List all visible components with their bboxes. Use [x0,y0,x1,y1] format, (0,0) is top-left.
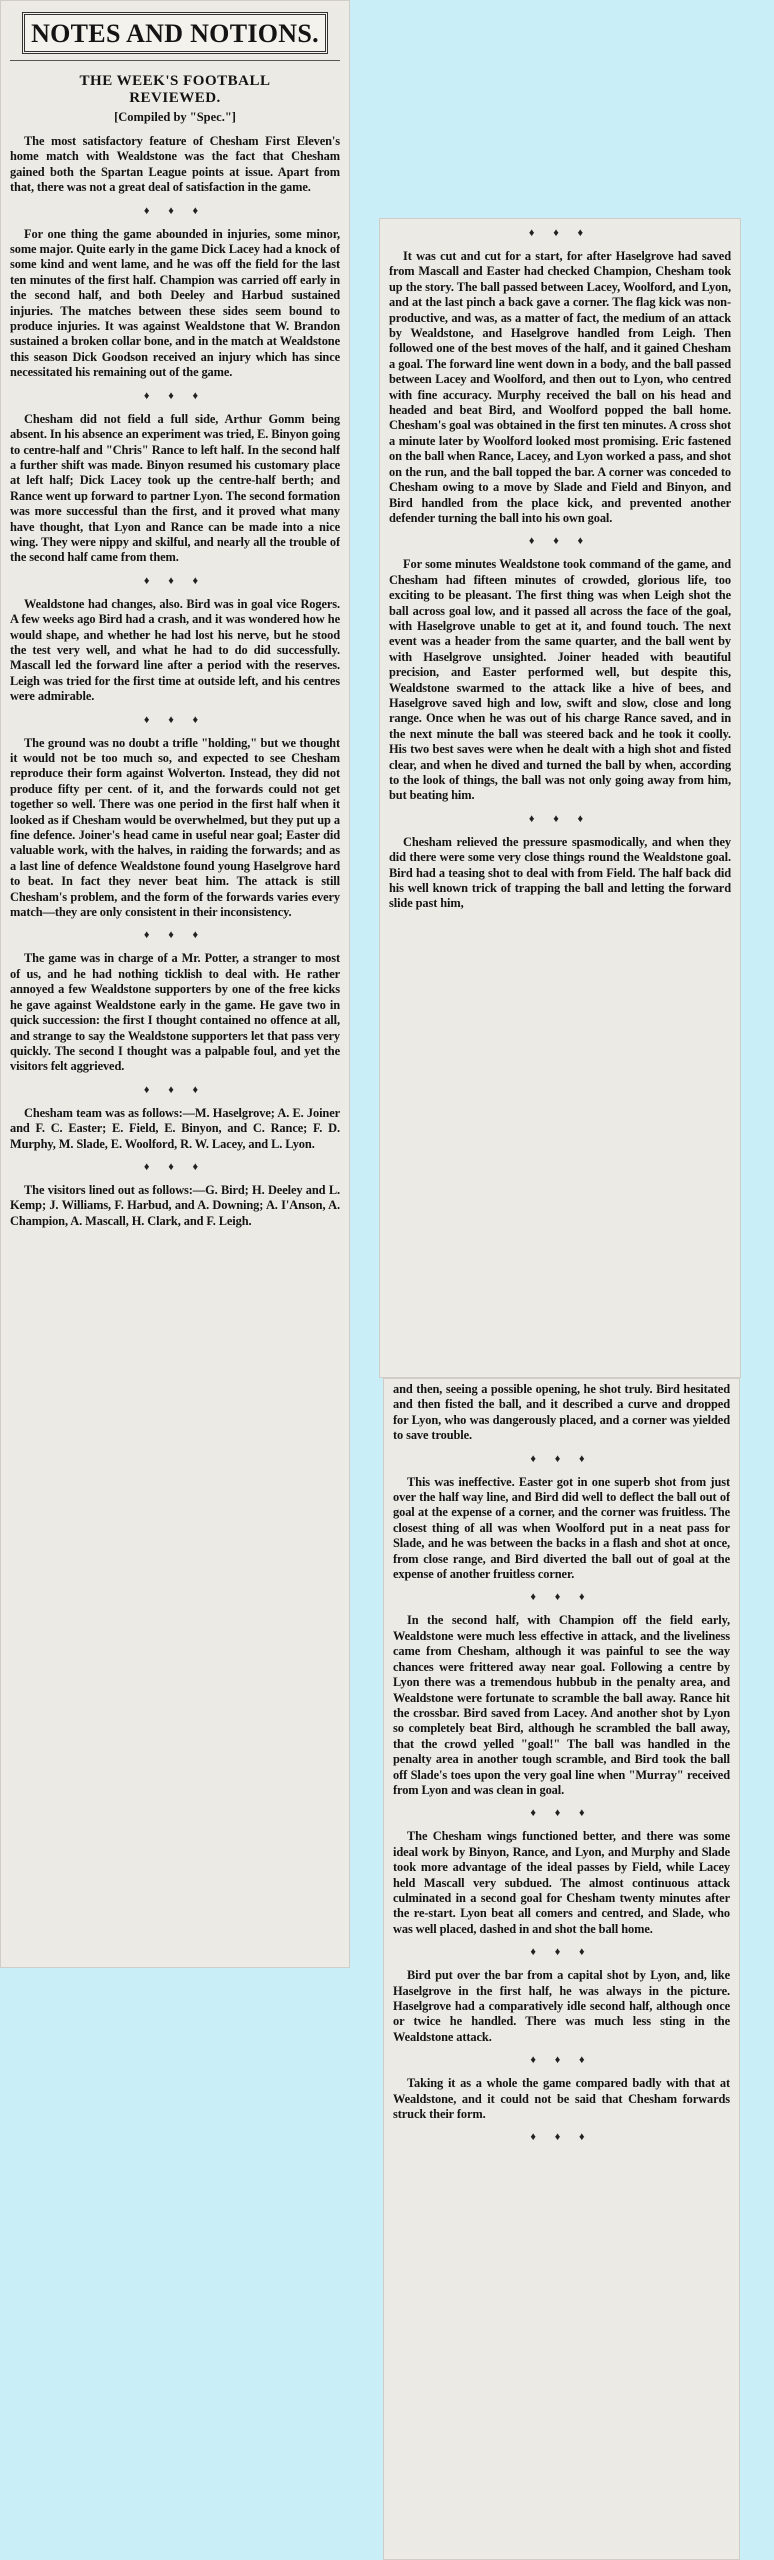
column-1 [0,0,350,1968]
paragraph: It was cut and cut for a start, for after Haselgrove had saved from Mascall and Easter had checked Champion, Chesham took up the story. The ball passed between Lacey, Woolford, and Lyon, and at the last pinch a back gave a corner. The flag kick was non-productive, and was, as a matter of fact, the medium of an attack by Wealdstone, and Haselgrove handled from Leigh. Then followed one of the best moves of the half, and it gained Chesham a goal. The forward line went down in a body, and the ball passed between Lacey and Woolford, and then out to Lyon, who centred with fine accuracy. Murphy received the ball on his head and headed and beat Bird, and Woolford popped the ball home. Chesham's goal was obtained in the first ten minutes. A cross shot a minute later by Woolford looked most promising. Eric fastened on the ball when Rance, Lacey, and Lyon worked a pass, and shot on the run, and the ball topped the bar. A corner was conceded to Chesham owing to a move by Slade and Field and Binyon, and Bird handled from the place kick, and prevented another defender turning the ball into his own goal. [389,249,731,525]
column-3 [383,1378,740,2560]
paragraph-separator: ♦ ♦ ♦ [143,574,207,587]
paragraph-separator: ♦ ♦ ♦ [528,535,592,548]
paragraph-separator: ♦ ♦ ♦ [143,204,207,217]
team-list-visitors: The visitors lined out as follows:—G. Bird; H. Deeley and L. Kemp; J. Williams, F. Harbud, and A. Downing; A. I'Anson, A. Champion, A. Mascall, H. Clark, and F. Leigh. [10,1182,340,1228]
paragraph-separator: ♦ ♦ ♦ [530,1452,593,1465]
paragraph: Chesham relieved the pressure spasmodically, and when they did there were some very close things round the Wealdstone goal. Bird had a teasing shot to deal with from Field. The half back did his well known trick of trapping the ball and letting the forward slide past him, [389,834,731,911]
paragraph-separator: ♦ ♦ ♦ [143,1083,207,1096]
paragraph-separator: ♦ ♦ ♦ [528,812,592,825]
masthead-rule [10,60,340,61]
paragraph-separator: ♦ ♦ ♦ [143,713,207,726]
paragraph-continued: and then, seeing a possible opening, he shot truly. Bird hesitated and then fisted the ball, and it described a curve and dropped for Lyon, who was dangerously placed, and a corner was yielded to save trouble. [393,1382,730,1443]
article-title [10,73,340,107]
paragraph-separator: ♦ ♦ ♦ [143,389,207,402]
paragraph: Bird put over the bar from a capital shot by Lyon, and, like Haselgrove in the first half, he was always in the picture. Haselgrove had a comparatively idle second half, although once or twice he handled. There was much less sting in the Wealdstone attack. [393,1968,730,2044]
paragraph-separator: ♦ ♦ ♦ [530,2054,593,2067]
article-title-line-2: REVIEWED. [129,90,221,106]
paragraph-separator: ♦ ♦ ♦ [530,2131,593,2144]
paragraph: For some minutes Wealdstone took command of the game, and Chesham had fifteen minutes of crowded, glorious life, too exciting to be pleasant. The first thing was when Leigh shot the ball across goal low, and it passed all across the face of the goal, with Haselgrove unable to get at it, and found touch. The next event was a header from the same quarter, and the ball went by with Haselgrove unsighted. Joiner headed with beautiful precision, and Easter performed well, but despite this, Wealdstone swarmed to the attack like a hive of bees, and Haselgrove saved high and low, swift and slow, close and long range. Once when he was out of his charge Rance saved, and in the next minute the ball was steered back and he took it coolly. His two best saves were when he dealt with a high shot and fisted clear, and when he dived and turned the ball by when, according to the look of things, the ball was not only going away from him, but beating him. [389,557,731,803]
paragraph: Chesham did not field a full side, Arthur Gomm being absent. In his absence an experiment was tried, E. Binyon going to centre-half and "Chris" Rance to left half. In the second half a further shift was made. Binyon resumed his customary place at left half; Dick Lacey took up the centre-half berth; and Rance went up forward to partner Lyon. The second formation was more successful than the first, and it proved what many have thought, that Lyon and Rance can be made into a nice wing. They were nippy and skilful, and nearly all the trouble of the second half came from them. [10,411,340,565]
paragraph-separator: ♦ ♦ ♦ [530,1591,593,1604]
team-list-chesham: Chesham team was as follows:—M. Haselgrove; A. E. Joiner and F. C. Easter; E. Field, E. Binyon, and C. Rance; F. D. Murphy, M. Slade, E. Woolford, R. W. Lacey, and L. Lyon. [10,1105,340,1151]
paragraph: This was ineffective. Easter got in one superb shot from just over the half way line, and Bird did well to deflect the ball out of goal at the expense of a corner, and the corner was fruitless. The closest thing of all was when Woolford put in a neat pass for Slade, and he was between the backs in a flash and shot at once, from close range, and Bird diverted the ball out of goal at the expense of another fruitless corner. [393,1474,730,1582]
paragraph-separator: ♦ ♦ ♦ [528,227,592,239]
paragraph: The ground was no doubt a trifle "holding," but we thought it would not be too much so, and expected to see Chesham reproduce their form against Wolverton. Instead, they did not produce fifty per cent. of it, and the forwards could not get together so well. There was one period in the first half when it looked as if Chesham would be overwhelmed, but they put up a fine defence. Joiner's head came in useful near goal; Easter did valuable work, with the halves, in raiding the forwards; and as a last line of defence Wealdstone found young Haselgrove hard to beat. In fact they never beat him. The attack is still Chesham's problem, and the form of the forwards varies every match—they are only consistent in their inconsistency. [10,735,340,920]
column-2 [379,218,741,1378]
paragraph-separator: ♦ ♦ ♦ [143,1160,207,1173]
paragraph: In the second half, with Champion off the field early, Wealdstone were much less effective in attack, and the liveliness came from Chesham, although it was painful to see the way chances were frittered away near goal. Following a centre by Lyon there was a tremendous hubbub in the penalty area, and Wealdstone were fortunate to scramble the ball away. Rance hit the crossbar. Bird saved from Lacey. And another shot by Lyon so completely beat Bird, although he scrambled the ball away, that the crowd yelled "goal!" The ball was handled in the penalty area in another tough scramble, and Bird took the ball off Slade's toes upon the very goal line when "Murray" received from Lyon and was clean in goal. [393,1613,730,1797]
paragraph: For one thing the game abounded in injuries, some minor, some major. Quite early in the game Dick Lacey had a knock of some kind and went lame, and he was off the field for the last ten minutes of the first half. Champion was carried off early in the second half, and both Deeley and Harbud sustained injuries. The matches between these sides seem bound to produce injuries. It was against Wealdstone that W. Brandon sustained a broken collar bone, and in the match at Wealdstone this season Dick Goodson received an injury which has since necessitated his remaining out of the game. [10,226,340,380]
article-title-line-1: THE WEEK'S FOOTBALL [79,73,271,89]
paragraph: The Chesham wings functioned better, and there was some ideal work by Binyon, Rance, and Lyon, and Murphy and Slade took more advantage of the ideal passes by Field, while Lacey held Mascall very subdued. The almost continuous attack culminated in a second goal for Chesham twenty minutes after the re-start. Lyon beat all comers and centred, and Slade, who was well placed, dashed in and shot the ball home. [393,1829,730,1936]
paragraph-separator: ♦ ♦ ♦ [530,1807,593,1820]
paragraph: The game was in charge of a Mr. Potter, a stranger to most of us, and he had nothing ticklish to deal with. He rather annoyed a few Wealdstone supporters by one of the free kicks he gave against Wealdstone early in the game. He gave two in quick succession: the first I thought contained no offence at all, and strange to say the Wealdstone supporters let that pass very quickly. The second I thought was a palpable foul, and yet the visitors felt aggrieved. [10,951,340,1074]
paragraph: Wealdstone had changes, also. Bird was in goal vice Rogers. A few weeks ago Bird had a crash, and it was wondered how he would shape, and whether he had lost his nerve, but he stood the test very well, and what he had to do did successfully. Mascall led the forward line after a period with the reserves. Leigh was tried for the first time at outside left, and his centres were admirable. [10,596,340,704]
paragraph: The most satisfactory feature of Chesham First Eleven's home match with Wealdstone was the fact that Chesham gained both the Spartan League points at issue. Apart from that, there was not a great deal of satisfaction in the game. [10,134,340,195]
paragraph: Taking it as a whole the game compared badly with that at Wealdstone, and it could not be said that Chesham forwards struck their form. [393,2076,730,2122]
paragraph-separator: ♦ ♦ ♦ [530,1946,593,1959]
paragraph-separator: ♦ ♦ ♦ [143,929,207,942]
byline: [Compiled by "Spec."] [114,110,236,124]
masthead: NOTES AND NOTIONS. [22,12,328,54]
